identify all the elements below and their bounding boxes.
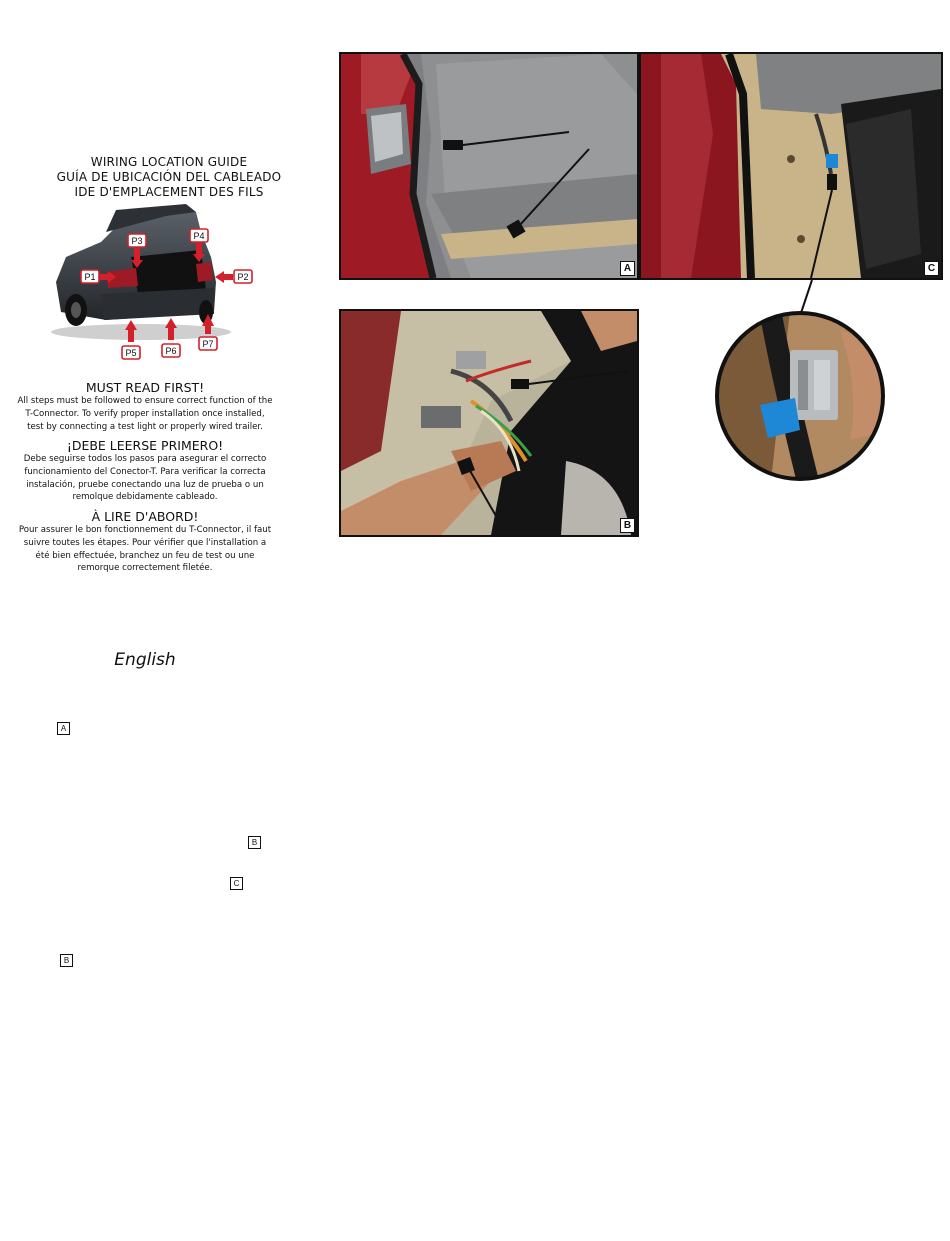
guide-title-line-3: IDE D'EMPLACEMENT DES FILS bbox=[74, 185, 264, 199]
photo-b-label: B bbox=[620, 518, 635, 533]
photo-a bbox=[339, 52, 639, 280]
photo-c-image bbox=[641, 54, 941, 278]
debe-leerse-text bbox=[0, 453, 290, 504]
step-ref-b-second: B bbox=[60, 954, 73, 967]
must-read-line: test by connecting a test light or properly wired trailer. bbox=[27, 421, 263, 432]
car-wiring-diagram bbox=[46, 202, 256, 367]
debe-leerse-line: instalación, pruebe conectando una luz de prueba o un bbox=[26, 479, 264, 490]
a-lire-text bbox=[0, 524, 290, 575]
step-ref-b: B bbox=[248, 836, 261, 849]
a-lire-line: remorque correctement filetée. bbox=[77, 563, 213, 574]
debe-leerse-heading: ¡DEBE LEERSE PRIMERO! bbox=[66, 438, 224, 453]
svg-text:P2: P2 bbox=[237, 272, 249, 282]
language-label: English bbox=[114, 650, 176, 670]
svg-text:P7: P7 bbox=[202, 339, 214, 349]
connector-zoom-detail bbox=[700, 270, 900, 490]
svg-text:P3: P3 bbox=[131, 236, 143, 246]
debe-leerse-line: remolque debidamente cableado. bbox=[72, 492, 218, 503]
debe-leerse-line: Debe seguirse todos los pasos para asegurar el correcto bbox=[23, 454, 267, 464]
must-read-text bbox=[0, 395, 290, 433]
must-read-line: All steps must be followed to ensure correct function of the bbox=[17, 396, 273, 406]
a-lire-heading: À LIRE D'ABORD! bbox=[91, 509, 199, 524]
step-ref-c: C bbox=[230, 877, 243, 890]
wiring-guide-title bbox=[10, 155, 328, 200]
a-lire-line: Pour assurer le bon fonctionnement du T-Connector, il faut bbox=[18, 525, 272, 535]
photo-b-image bbox=[341, 311, 637, 535]
svg-text:P6: P6 bbox=[165, 346, 177, 356]
photo-b bbox=[339, 309, 639, 537]
guide-title-line-1: WIRING LOCATION GUIDE bbox=[90, 155, 248, 169]
must-read-line: T-Connector. To verify proper installation once installed, bbox=[25, 408, 265, 419]
svg-text:P1: P1 bbox=[84, 272, 96, 282]
photo-c-label: C bbox=[924, 261, 939, 276]
photo-a-image bbox=[341, 54, 637, 278]
svg-text:P5: P5 bbox=[125, 348, 137, 358]
point-label-p2 bbox=[215, 270, 252, 283]
debe-leerse-line: funcionamiento del Conector-T. Para verificar la correcta bbox=[24, 466, 266, 477]
a-lire-line: suivre toutes les étapes. Pour vérifier que l'installation a bbox=[23, 537, 267, 548]
must-read-heading: MUST READ FIRST! bbox=[85, 380, 205, 395]
svg-text:P4: P4 bbox=[193, 231, 205, 241]
photo-a-label: A bbox=[620, 261, 635, 276]
photo-c bbox=[639, 52, 943, 280]
guide-title-line-2: GUÍA DE UBICACIÓN DEL CABLEADO bbox=[56, 170, 282, 184]
a-lire-line: été bien effectuée, branchez un feu de test ou une bbox=[35, 550, 255, 561]
step-ref-a: A bbox=[57, 722, 70, 735]
